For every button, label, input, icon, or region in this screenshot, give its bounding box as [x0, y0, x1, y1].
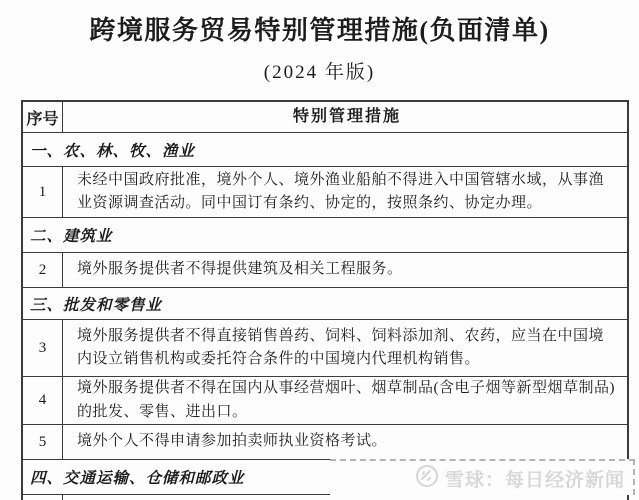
row-number: 1 [23, 167, 63, 217]
row-measure-empty [63, 495, 627, 500]
section-row-agriculture [23, 133, 627, 167]
page-subtitle: (2024 年版) [263, 62, 376, 83]
row-measure-text: 境外服务提供者不得在国内从事经营烟叶、烟草制品(含电子烟等新型烟草制品)的批发、零售、进出口。 [77, 380, 615, 420]
row-number: 2 [23, 253, 63, 287]
row-measure-text: 境外个人不得申请参加拍卖师执业资格考试。 [77, 433, 388, 450]
header-measure-column: 特别管理措施 [292, 107, 401, 125]
section-row-construction [23, 218, 627, 253]
table-row-3 [23, 320, 627, 377]
page-title: 跨境服务贸易特别管理措施(负面清单) [89, 16, 550, 45]
section-label: 一、农、林、牧、渔业 [30, 142, 196, 160]
section-label: 三、批发和零售业 [30, 296, 163, 314]
table-row-4 [23, 377, 627, 425]
snowball-circle-icon [415, 464, 439, 493]
row-number: 3 [23, 320, 63, 376]
watermark-source-label: 雪球：每日经济新闻 [444, 469, 625, 491]
row-number: 4 [23, 377, 63, 424]
row-measure-text: 境外服务提供者不得直接销售兽药、饲料、饲料添加剂、农药，应当在中国境内设立销售机构或委托符合条件的中国境内代理机构销售。 [77, 327, 605, 367]
section-label: 四、交通运输、仓储和邮政业 [30, 470, 245, 487]
table-row-2 [23, 253, 627, 288]
watermark [330, 459, 635, 495]
section-row-wholesale-retail [23, 288, 627, 320]
section-label: 二、建筑业 [30, 228, 113, 245]
negative-list-table [21, 100, 629, 500]
table-row-cutoff [23, 495, 627, 500]
row-number-empty [23, 495, 63, 500]
row-measure-text: 未经中国政府批准，境外个人、境外渔业船舶不得进入中国管辖水域，从事渔业资源调查活动。同中国订有条约、协定的，按照条约、协定办理。 [77, 171, 605, 211]
row-measure-text: 境外服务提供者不得提供建筑及相关工程服务。 [77, 261, 403, 278]
header-index-column: 序号 [23, 102, 63, 132]
table-row-1 [23, 167, 627, 218]
table-row-5 [23, 425, 627, 460]
row-number: 5 [23, 425, 63, 459]
table-header-row [23, 102, 627, 133]
